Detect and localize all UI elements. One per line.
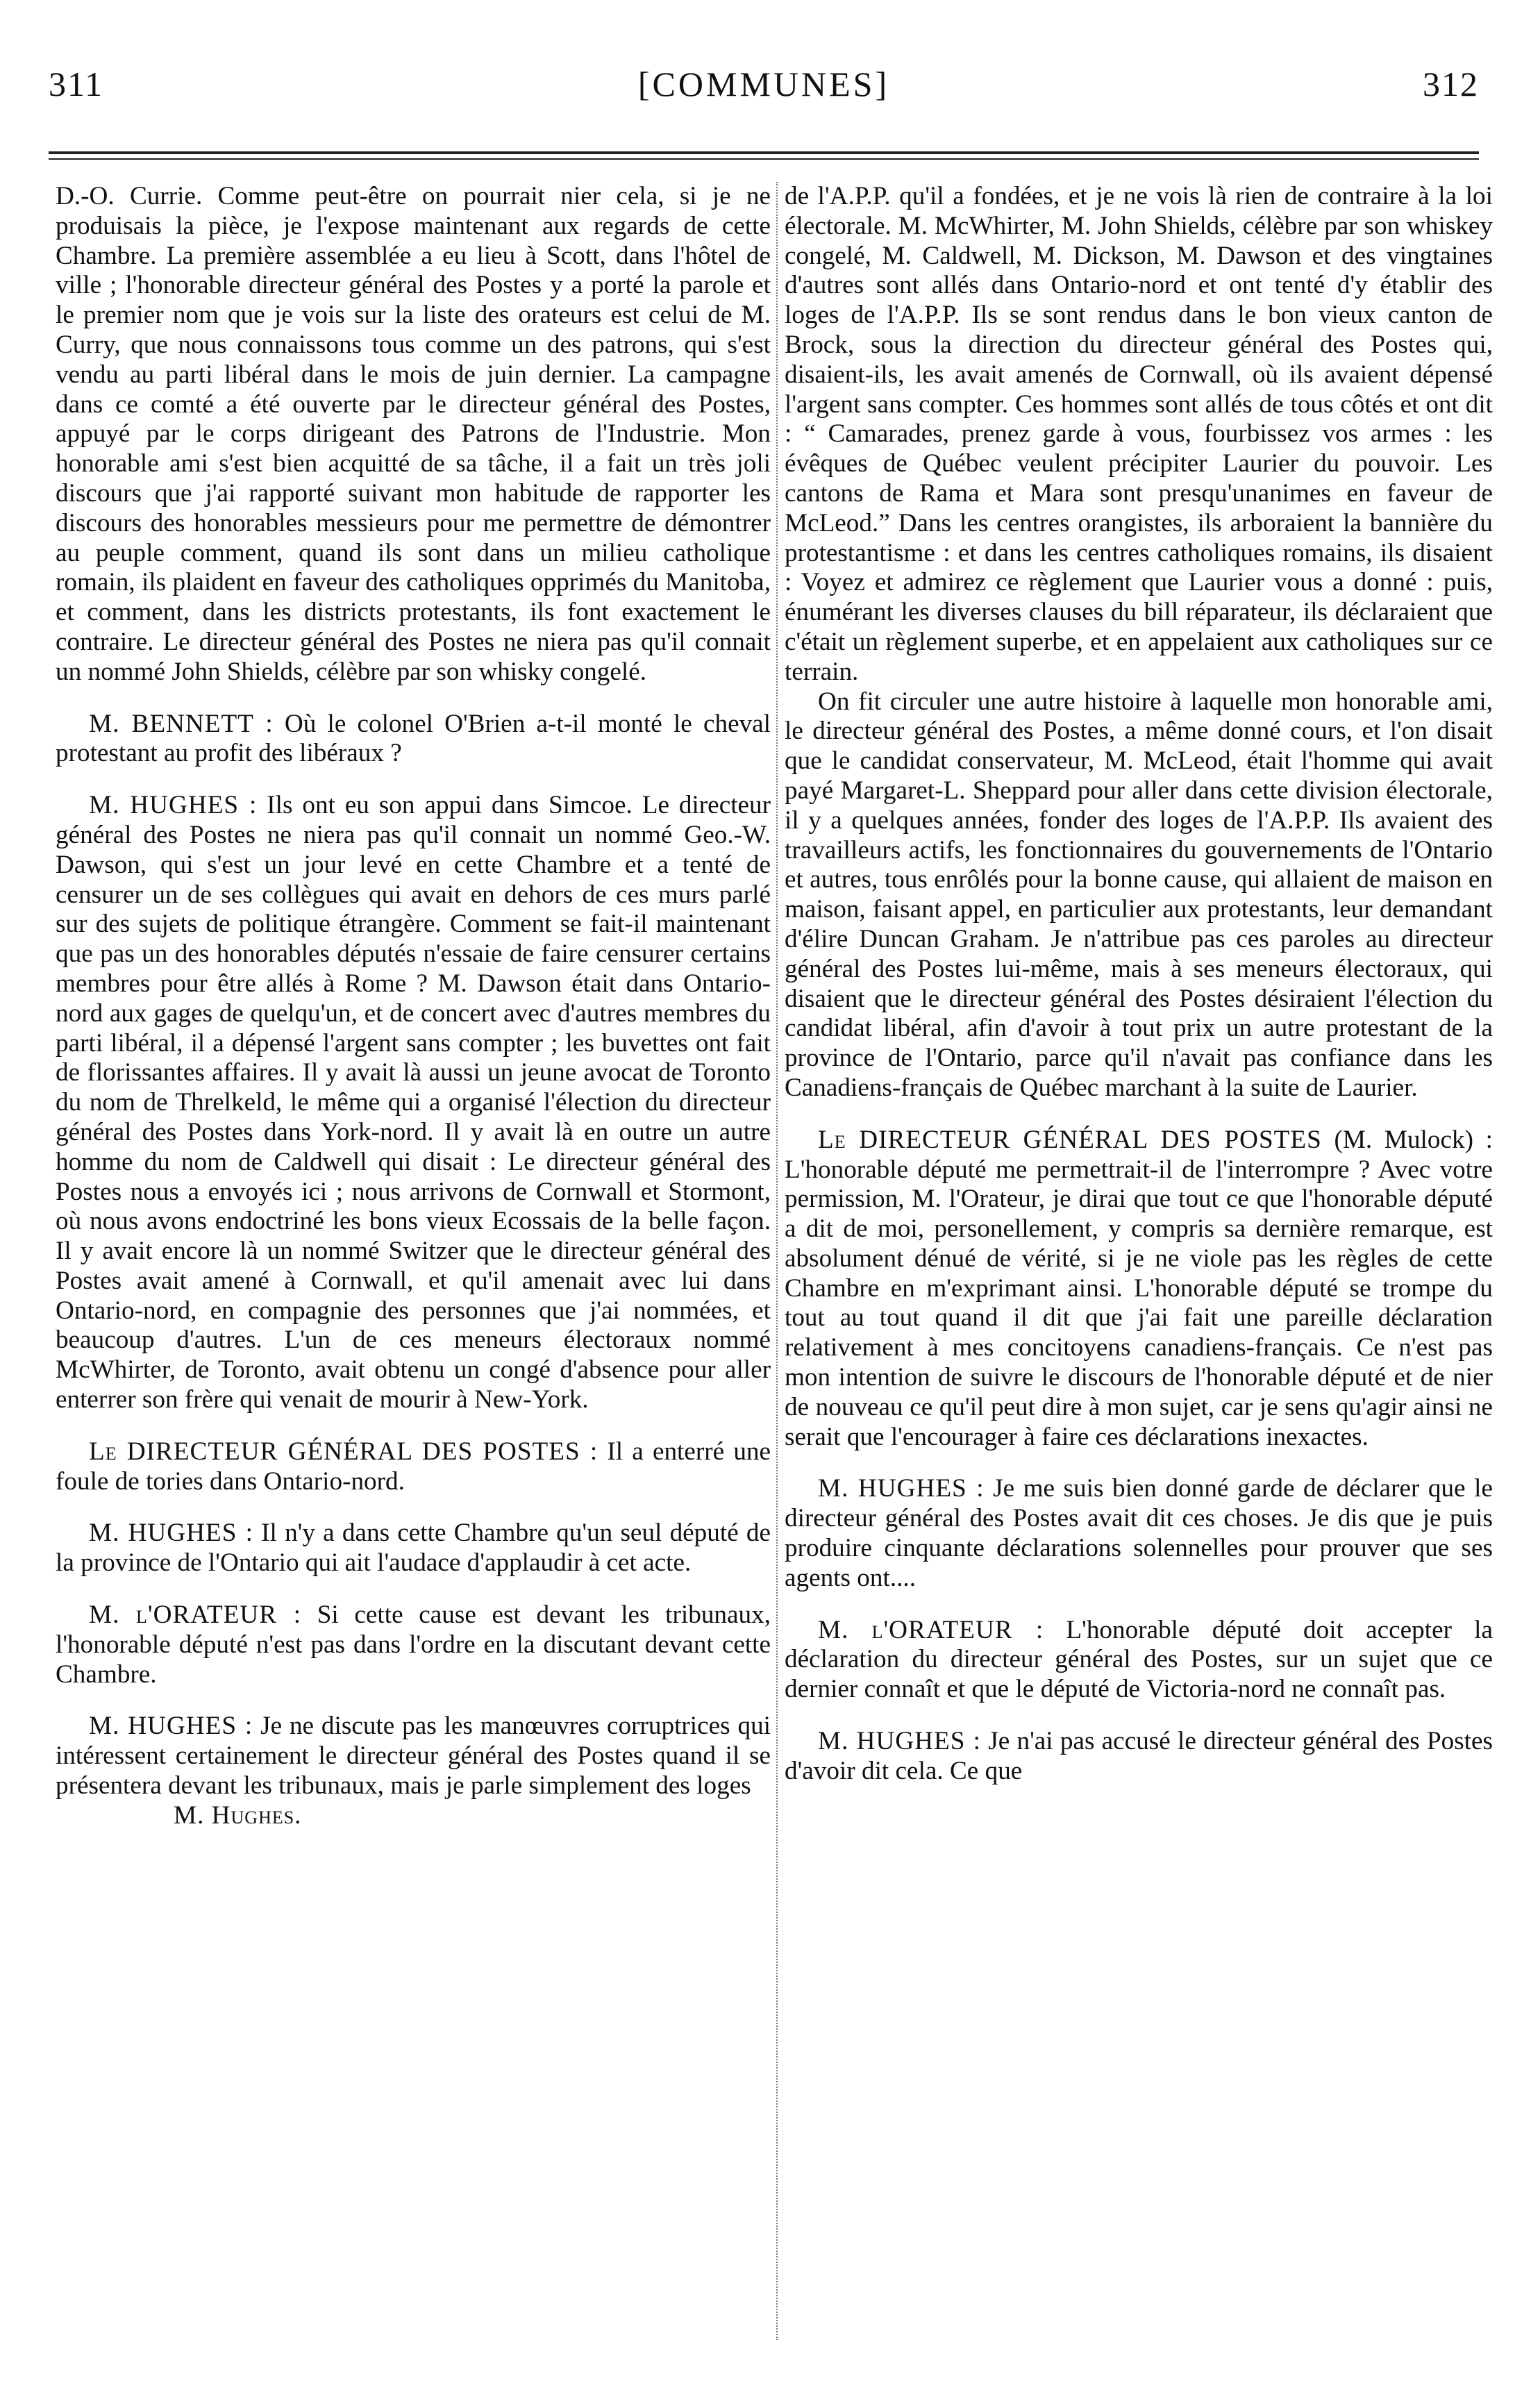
page-number-left: 311 bbox=[49, 65, 104, 103]
paragraph bbox=[56, 710, 771, 769]
paragraph-text: On fit circuler une autre histoire à laquelle mon honorable ami, le directeur général des Postes, a même donné cours, et l'on disait que le candidat conservateur, M. McLeod, était l'homme qui avait payé Margaret-L. Sheppard pour aller dans cette division électorale, il y a quelques années, fonder des loges de l'A.P.P. Ils avaient des travailleurs actifs, les fonctionnaires du gouvernements de l'Ontario et autres, tous enrôlés pour la bonne cause, qui allaient de maison en maison, faisant appel, en particulier aux protestants, leur demandant d'élire Duncan Graham. Je n'attribue pas ces paroles au directeur général des Postes lui-même, mais à ses meneurs électoraux, qui disaient que le directeur général des Postes désiraient l'élection du candidat libéral, afin d'avoir à tout prix un autre protestant de la province de l'Ontario, parce qu'il n'avait pas confiance dans les Canadiens-français de Québec marchant à la suite de Laurier. bbox=[785, 687, 1493, 1102]
speaker-name: M. BENNETT : bbox=[89, 709, 274, 738]
speaker-name: M. HUGHES : bbox=[89, 1712, 253, 1741]
paragraph-text: de l'A.P.P. qu'il a fondées, et je ne vois là rien de contraire à la loi électorale. M. McWhirter, M. John Shields, célèbre par son whiskey congelé, M. Caldwell, M. Dickson, M. Dawson et des vingtaines d'autres sont allés dans Ontario-nord et ont tenté d'y établir des loges de l'A.P.P. Ils se sont rendus dans le bon vieux canton de Brock, sous la direction du directeur général des Postes qui, disaient-ils, les avait amenés de Cornwall, où ils avaient dépensé l'argent sans compter. Ces hommes sont allés de tous côtés et ont dit : “ Camarades, prenez garde à vous, fourbissez vos armes : les évêques de Québec veulent précipiter Laurier du pouvoir. Les cantons de Rama et Mara sont presqu'unanimes en faveur de McLeod.” Dans les centres orangistes, ils arboraient la bannière du protestantisme : et dans les centres catholiques romains, ils disaient : Voyez et admirez ce règlement que Laurier vous a donné : puis, énumérant les diverses clauses du bill réparateur, ils déclaraient que c'était un règlement superbe, et en appelaient aux catholiques sur ce terrain. bbox=[785, 182, 1493, 686]
paragraph-text: D.-O. Currie. Comme peut-être on pourrait nier cela, si je ne produisais la pièce, je l'expose maintenant aux regards de cette Chambre. La première assemblée a eu lieu à Scott, dans l'hôtel de ville ; l'honorable directeur général des Postes y a porté la parole et le premier nom que je vois sur la liste des orateurs est celui de M. Curry, que nous connaissons tous comme un des patrons, qui s'est vendu au parti libéral dans le mois de juin dernier. La campagne dans ce comté a été ouverte par le directeur général des Postes, appuyé par le corps dirigeant des Patrons de l'Industrie. Mon honorable ami s'est bien acquitté de sa tâche, il a fait un très joli discours que j'ai rapporté suivant mon habitude de rapporter les discours des honorables messieurs pour me permettre de démontrer au peuple comment, quand ils sont dans un milieu catholique romain, ils plaident en faveur des catholiques opprimés du Manitoba, et comment, dans les districts protestants, ils font exactement le contraire. Le directeur général des Postes ne niera pas qu'il connait un nommé John Shields, célèbre par son whisky congelé. bbox=[56, 182, 771, 686]
paragraph bbox=[785, 1616, 1493, 1705]
header-rule-thick bbox=[49, 151, 1479, 154]
paragraph-text: Où le colonel O'Brien a-t-il monté le cheval protestant au profit des libéraux ? bbox=[56, 709, 771, 768]
page-header bbox=[49, 64, 1479, 112]
paragraph bbox=[56, 791, 771, 1415]
speaker-name: M. HUGHES : bbox=[818, 1727, 982, 1756]
paragraph bbox=[56, 1519, 771, 1578]
speaker-name: M. l'ORATEUR : bbox=[89, 1601, 302, 1630]
paragraph bbox=[785, 1474, 1493, 1593]
speaker-name: M. l'ORATEUR : bbox=[818, 1615, 1044, 1644]
paragraph bbox=[785, 1126, 1493, 1453]
right-column bbox=[785, 182, 1493, 1787]
speaker-name: M. HUGHES : bbox=[89, 1519, 253, 1548]
page-title: [COMMUNES] bbox=[637, 65, 890, 103]
speaker-name: Le DIRECTEUR GÉNÉRAL DES POSTES bbox=[818, 1125, 1322, 1154]
speaker-name: M. HUGHES : bbox=[818, 1474, 985, 1503]
paragraph bbox=[56, 1437, 771, 1497]
paragraph-text: L'honorable député doit accepter la déclaration du directeur général des Postes, sur un sujet que ce dernier connaît et que le député de Victoria-nord ne connaît pas. bbox=[785, 1615, 1493, 1704]
column-divider bbox=[776, 182, 778, 2340]
paragraph bbox=[56, 1601, 771, 1689]
paragraph bbox=[785, 1727, 1493, 1787]
paragraph-text: Si cette cause est devant les tribunaux, l'honorable député n'est pas dans l'ordre en la discutant devant cette Chambre. bbox=[56, 1601, 771, 1689]
paragraph-text: Je ne discute pas les manœuvres corruptrices qui intéressent certainement le directeur général des Postes quand il se présentera devant les tribunaux, mais je parle simplement des loges bbox=[56, 1712, 771, 1801]
paragraph-text: Il n'y a dans cette Chambre qu'un seul député de la province de l'Ontario qui ait l'audace d'applaudir à cet acte. bbox=[56, 1519, 771, 1578]
page-number-right: 312 bbox=[1423, 65, 1479, 103]
paragraph-text: Ils ont eu son appui dans Simcoe. Le directeur général des Postes ne niera pas qu'il connait un nommé Geo.-W. Dawson, qui s'est un jour levé en cette Chambre et a tenté de censurer un de ses collègues qui avait en dehors de ces murs parlé sur des sujets de politique étrangère. Comment se fait-il maintenant que pas un des honorables députés n'essaie de faire censurer certains membres pour être allés à Rome ? M. Dawson était dans Ontario-nord aux gages de quelqu'un, et de concert avec d'autres membres du parti libéral, il a dépensé l'argent sans compter ; les buvettes ont fait de florissantes affaires. Il y avait là aussi un jeune avocat de Toronto du nom de Threlkeld, le même qui a organisé l'élection du directeur général des Postes dans York-nord. Il y avait là en outre un autre homme du nom de Caldwell qui disait : Le directeur général des Postes nous a envoyés ici ; nous arrivons de Cornwall et Stormont, où nous avons endoctriné les bons vieux Ecossais de la belle façon. Il y avait encore là un nommé Switzer que le directeur général des Postes avait amené à Cornwall, et qu'il amenait avec lui dans Ontario-nord, en compagnie des personnes que j'ai nommées, et beaucoup d'autres. L'un de ces meneurs électoraux nommé McWhirter, de Toronto, avait obtenu un congé d'absence pour aller enterrer son frère qui venait de mourir à New-York. bbox=[56, 791, 771, 1414]
paragraph-text: Je n'ai pas accusé le directeur général des Postes d'avoir dit cela. Ce que bbox=[785, 1727, 1493, 1785]
paragraph bbox=[785, 182, 1493, 687]
paragraph-text: (M. Mulock) : L'honorable député me permettrait-il de l'interrompre ? Avec votre permission, M. l'Orateur, je dirai que tout ce que l'honorable député a dit de moi, personellement, y compris sa dernière remarque, est absolument dénué de vérité, si je ne viole pas les règles de cette Chambre en m'exprimant ainsi. L'honorable député se trompe du tout au tout quand il dit que j'ai fait une pareille déclaration relativement à mes concitoyens canadiens-français. Ce n'est pas mon intention de suivre le discours de l'honorable député et de nier de nouveau ce qu'il peut dire à mon sujet, car je sens qu'agir ainsi ne serait que l'encourager à faire ces déclarations inexactes. bbox=[785, 1125, 1493, 1451]
paragraph-text: Il a enterré une foule de tories dans Ontario-nord. bbox=[56, 1437, 771, 1496]
speaker-name: M. HUGHES : bbox=[89, 791, 258, 820]
speaker-name: Le DIRECTEUR GÉNÉRAL DES POSTES : bbox=[89, 1437, 599, 1466]
paragraph bbox=[785, 687, 1493, 1103]
header-rule-thin bbox=[49, 158, 1479, 160]
page-footer: M. Hughes. bbox=[174, 1801, 302, 1830]
paragraph bbox=[56, 182, 771, 687]
paragraph bbox=[56, 1712, 771, 1801]
paragraph-text: Je me suis bien donné garde de déclarer que le directeur général des Postes avait dit ces choses. Je dis que je puis produire cinquante déclarations solennelles pour prouver que ses agents ont.... bbox=[785, 1474, 1493, 1592]
left-column bbox=[56, 182, 771, 1831]
